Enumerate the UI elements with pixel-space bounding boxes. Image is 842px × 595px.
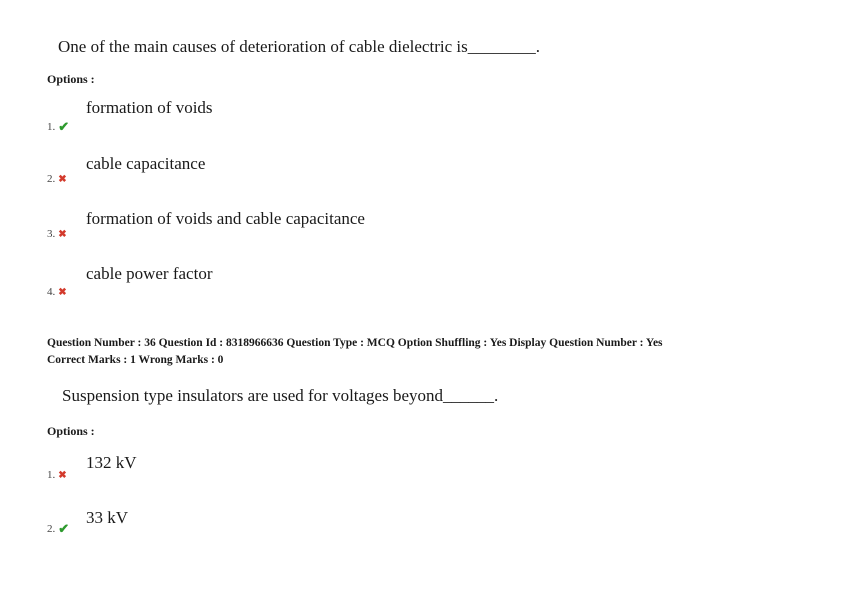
wrong-cross-icon: ✖ (58, 286, 67, 298)
q35-option-3-number: 3. ✖ (47, 228, 67, 240)
q36-option-2-text: 33 kV (86, 508, 129, 527)
q35-option-3-text: formation of voids and cable capacitance (86, 209, 365, 228)
wrong-cross-icon: ✖ (58, 173, 67, 185)
wrong-cross-icon: ✖ (58, 469, 67, 481)
question-36-marks: Correct Marks : 1 Wrong Marks : 0 (47, 354, 224, 366)
q36-option-1-text: 132 kV (86, 453, 137, 472)
question-36-meta: Question Number : 36 Question Id : 8318966636 Question Type : MCQ Option Shuffling : Yes Display Question Number : Yes (47, 337, 663, 349)
q36-option-2-number: 2. ✔ (47, 521, 70, 536)
wrong-cross-icon: ✖ (58, 228, 67, 240)
q35-option-4-text: cable power factor (86, 264, 213, 283)
q35-option-2-text: cable capacitance (86, 154, 206, 173)
q36-option-1-number: 1. ✖ (47, 469, 67, 481)
correct-check-icon: ✔ (58, 521, 70, 536)
q35-option-1-number: 1. ✔ (47, 119, 70, 134)
correct-check-icon: ✔ (58, 119, 70, 134)
question-35-options-label: Options : (47, 72, 95, 86)
question-36-text: Suspension type insulators are used for voltages beyond______. (62, 386, 499, 405)
question-36-options-label: Options : (47, 424, 95, 438)
q35-option-2-number: 2. ✖ (47, 173, 67, 185)
q35-option-4-number: 4. ✖ (47, 286, 67, 298)
q35-option-1-text: formation of voids (86, 98, 213, 117)
question-35-text: One of the main causes of deterioration of cable dielectric is________. (58, 37, 540, 56)
